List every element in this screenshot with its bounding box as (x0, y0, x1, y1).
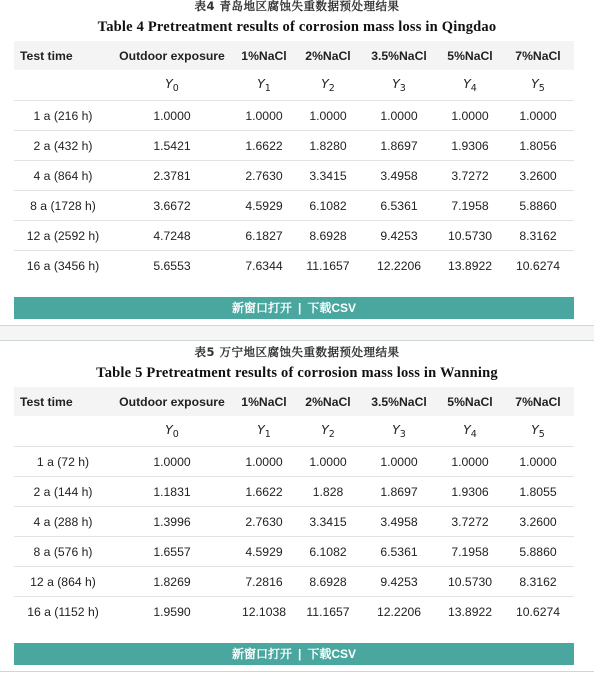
value-cell: 1.8056 (502, 131, 574, 161)
value-cell: 4.5929 (232, 191, 296, 221)
table-row (14, 507, 574, 537)
value-cell: 3.7272 (438, 507, 502, 537)
value-cell: 10.5730 (438, 567, 502, 597)
table-row (14, 537, 574, 567)
table5 (14, 387, 574, 626)
table-row (14, 597, 574, 627)
test-time-cell: 16 a (1152 h) (27, 604, 99, 619)
table-row (14, 131, 574, 161)
value-cell: 1.9306 (438, 477, 502, 507)
symbol-cell: $Y_0$ (112, 416, 232, 447)
value-cell: 6.5361 (360, 537, 438, 567)
symbol-cell: $Y_3$ (360, 70, 438, 101)
test-time-cell: 2 a (432 h) (14, 131, 112, 161)
link-separator: | (297, 301, 302, 315)
value-cell: 1.0000 (296, 447, 360, 477)
table4-header-row (14, 41, 574, 70)
section-gap (0, 326, 594, 340)
value-cell: 1.8280 (296, 131, 360, 161)
table4-symbol-row (14, 70, 574, 101)
test-time-cell: 12 a (2592 h) (14, 221, 112, 251)
value-cell: 10.6274 (515, 604, 561, 619)
table-row (14, 191, 574, 221)
value-cell: 1.1831 (112, 477, 232, 507)
table-row (14, 101, 574, 131)
column-header: 1%NaCl (232, 387, 296, 416)
column-header: 3.5%NaCl (360, 41, 438, 70)
table-row (14, 447, 574, 477)
value-cell: 3.3415 (296, 507, 360, 537)
value-cell: 6.5361 (360, 191, 438, 221)
value-cell: 12.2206 (376, 258, 422, 273)
section-divider (0, 340, 594, 341)
column-header: 5%NaCl (438, 387, 502, 416)
column-header: Test time (14, 41, 112, 70)
symbol-cell: $Y_4$ (438, 416, 502, 447)
value-cell: 1.0000 (502, 101, 574, 131)
value-cell: 7.1958 (438, 191, 502, 221)
test-time-cell: 12 a (864 h) (14, 567, 112, 597)
test-time-cell: 4 a (288 h) (14, 507, 112, 537)
value-cell: 1.0000 (112, 101, 232, 131)
value-cell: 1.828 (296, 477, 360, 507)
value-cell: 13.8922 (447, 604, 493, 619)
value-cell: 7.6344 (245, 258, 283, 273)
value-cell: 1.0000 (232, 101, 296, 131)
column-header: 5%NaCl (438, 41, 502, 70)
table4 (14, 41, 574, 280)
value-cell: 5.8860 (502, 537, 574, 567)
value-cell: 2.7630 (232, 161, 296, 191)
empty-cell (14, 70, 112, 101)
symbol-cell: $Y_2$ (296, 416, 360, 447)
value-cell: 4.5929 (232, 537, 296, 567)
value-cell: 11.1657 (306, 258, 350, 273)
column-header: 2%NaCl (296, 387, 360, 416)
value-cell: 1.6622 (232, 477, 296, 507)
symbol-cell: $Y_3$ (360, 416, 438, 447)
symbol-cell: $Y_5$ (502, 70, 574, 101)
table4-cn-title: 表4 青岛地区腐蚀失重数据预处理结果 (194, 0, 400, 13)
value-cell: 7.2816 (232, 567, 296, 597)
column-header: Test time (14, 387, 112, 416)
value-cell: 7.1958 (438, 537, 502, 567)
symbol-cell: $Y_5$ (502, 416, 574, 447)
value-cell: 6.1082 (296, 537, 360, 567)
value-cell: 13.8922 (447, 258, 493, 273)
column-header: 7%NaCl (502, 41, 574, 70)
value-cell: 1.9306 (438, 131, 502, 161)
symbol-cell: $Y_1$ (232, 416, 296, 447)
value-cell: 12.1038 (241, 604, 287, 619)
value-cell: 1.8697 (360, 131, 438, 161)
symbol-cell: $Y_1$ (232, 70, 296, 101)
value-cell: 10.6274 (515, 258, 561, 273)
symbol-cell: $Y_4$ (438, 70, 502, 101)
empty-cell (14, 416, 112, 447)
value-cell: 3.4958 (360, 161, 438, 191)
table4-en-title: Table 4 Pretreatment results of corrosion mass loss in Qingdao (97, 19, 497, 35)
value-cell: 1.0000 (296, 101, 360, 131)
table5-action-bar (14, 643, 574, 665)
column-header: 2%NaCl (296, 41, 360, 70)
column-header: 1%NaCl (232, 41, 296, 70)
value-cell: 9.4253 (360, 221, 438, 251)
test-time-cell: 1 a (216 h) (14, 101, 112, 131)
value-cell: 3.2600 (502, 161, 574, 191)
value-cell: 8.3162 (502, 221, 574, 251)
value-cell: 6.1082 (296, 191, 360, 221)
value-cell: 2.3781 (112, 161, 232, 191)
table5-cn-title: 表5 万宁地区腐蚀失重数据预处理结果 (194, 345, 400, 359)
value-cell: 6.1827 (232, 221, 296, 251)
value-cell: 1.0000 (360, 101, 438, 131)
value-cell: 5.6553 (153, 258, 191, 273)
table4-body (14, 101, 574, 281)
value-cell: 1.0000 (112, 447, 232, 477)
value-cell: 4.7248 (112, 221, 232, 251)
value-cell: 3.6672 (112, 191, 232, 221)
table-row (14, 477, 574, 507)
test-time-cell: 2 a (144 h) (14, 477, 112, 507)
value-cell: 8.6928 (296, 221, 360, 251)
table4-action-bar (14, 297, 574, 319)
value-cell: 1.9590 (153, 604, 191, 619)
value-cell: 1.3996 (112, 507, 232, 537)
test-time-cell: 8 a (1728 h) (14, 191, 112, 221)
value-cell: 9.4253 (360, 567, 438, 597)
column-header: Outdoor exposure (112, 387, 232, 416)
value-cell: 8.6928 (296, 567, 360, 597)
value-cell: 1.0000 (438, 447, 502, 477)
value-cell: 12.2206 (376, 604, 422, 619)
section-divider (0, 671, 594, 672)
value-cell: 1.5421 (112, 131, 232, 161)
test-time-cell: 1 a (72 h) (14, 447, 112, 477)
value-cell: 1.0000 (502, 447, 574, 477)
value-cell: 1.8697 (360, 477, 438, 507)
value-cell: 5.8860 (502, 191, 574, 221)
value-cell: 1.0000 (232, 447, 296, 477)
link-separator: | (297, 647, 302, 661)
value-cell: 3.3415 (296, 161, 360, 191)
table-row (14, 251, 574, 281)
value-cell: 3.4958 (360, 507, 438, 537)
open-new-window-link[interactable]: 新窗口打开 (231, 647, 292, 661)
value-cell: 8.3162 (502, 567, 574, 597)
value-cell: 1.8269 (112, 567, 232, 597)
value-cell: 3.7272 (438, 161, 502, 191)
value-cell: 1.6622 (232, 131, 296, 161)
table-row (14, 567, 574, 597)
value-cell: 1.8055 (502, 477, 574, 507)
table5-body (14, 447, 574, 627)
download-csv-link[interactable]: 下载CSV (307, 301, 357, 315)
table5-en-title: Table 5 Pretreatment results of corrosion mass loss in Wanning (96, 365, 498, 381)
table5-symbol-row (14, 416, 574, 447)
download-csv-link[interactable]: 下载CSV (307, 647, 357, 661)
value-cell: 1.0000 (360, 447, 438, 477)
table-row (14, 161, 574, 191)
test-time-cell: 16 a (3456 h) (26, 258, 100, 273)
column-header: Outdoor exposure (112, 41, 232, 70)
column-header: 7%NaCl (502, 387, 574, 416)
value-cell: 3.2600 (502, 507, 574, 537)
table5-header-row (14, 387, 574, 416)
value-cell: 11.1657 (306, 604, 350, 619)
open-new-window-link[interactable]: 新窗口打开 (231, 301, 292, 315)
test-time-cell: 4 a (864 h) (14, 161, 112, 191)
column-header: 3.5%NaCl (360, 387, 438, 416)
value-cell: 2.7630 (232, 507, 296, 537)
symbol-cell: $Y_2$ (296, 70, 360, 101)
value-cell: 1.0000 (438, 101, 502, 131)
symbol-cell: $Y_0$ (112, 70, 232, 101)
value-cell: 1.6557 (112, 537, 232, 567)
value-cell: 10.5730 (438, 221, 502, 251)
test-time-cell: 8 a (576 h) (14, 537, 112, 567)
table-row (14, 221, 574, 251)
